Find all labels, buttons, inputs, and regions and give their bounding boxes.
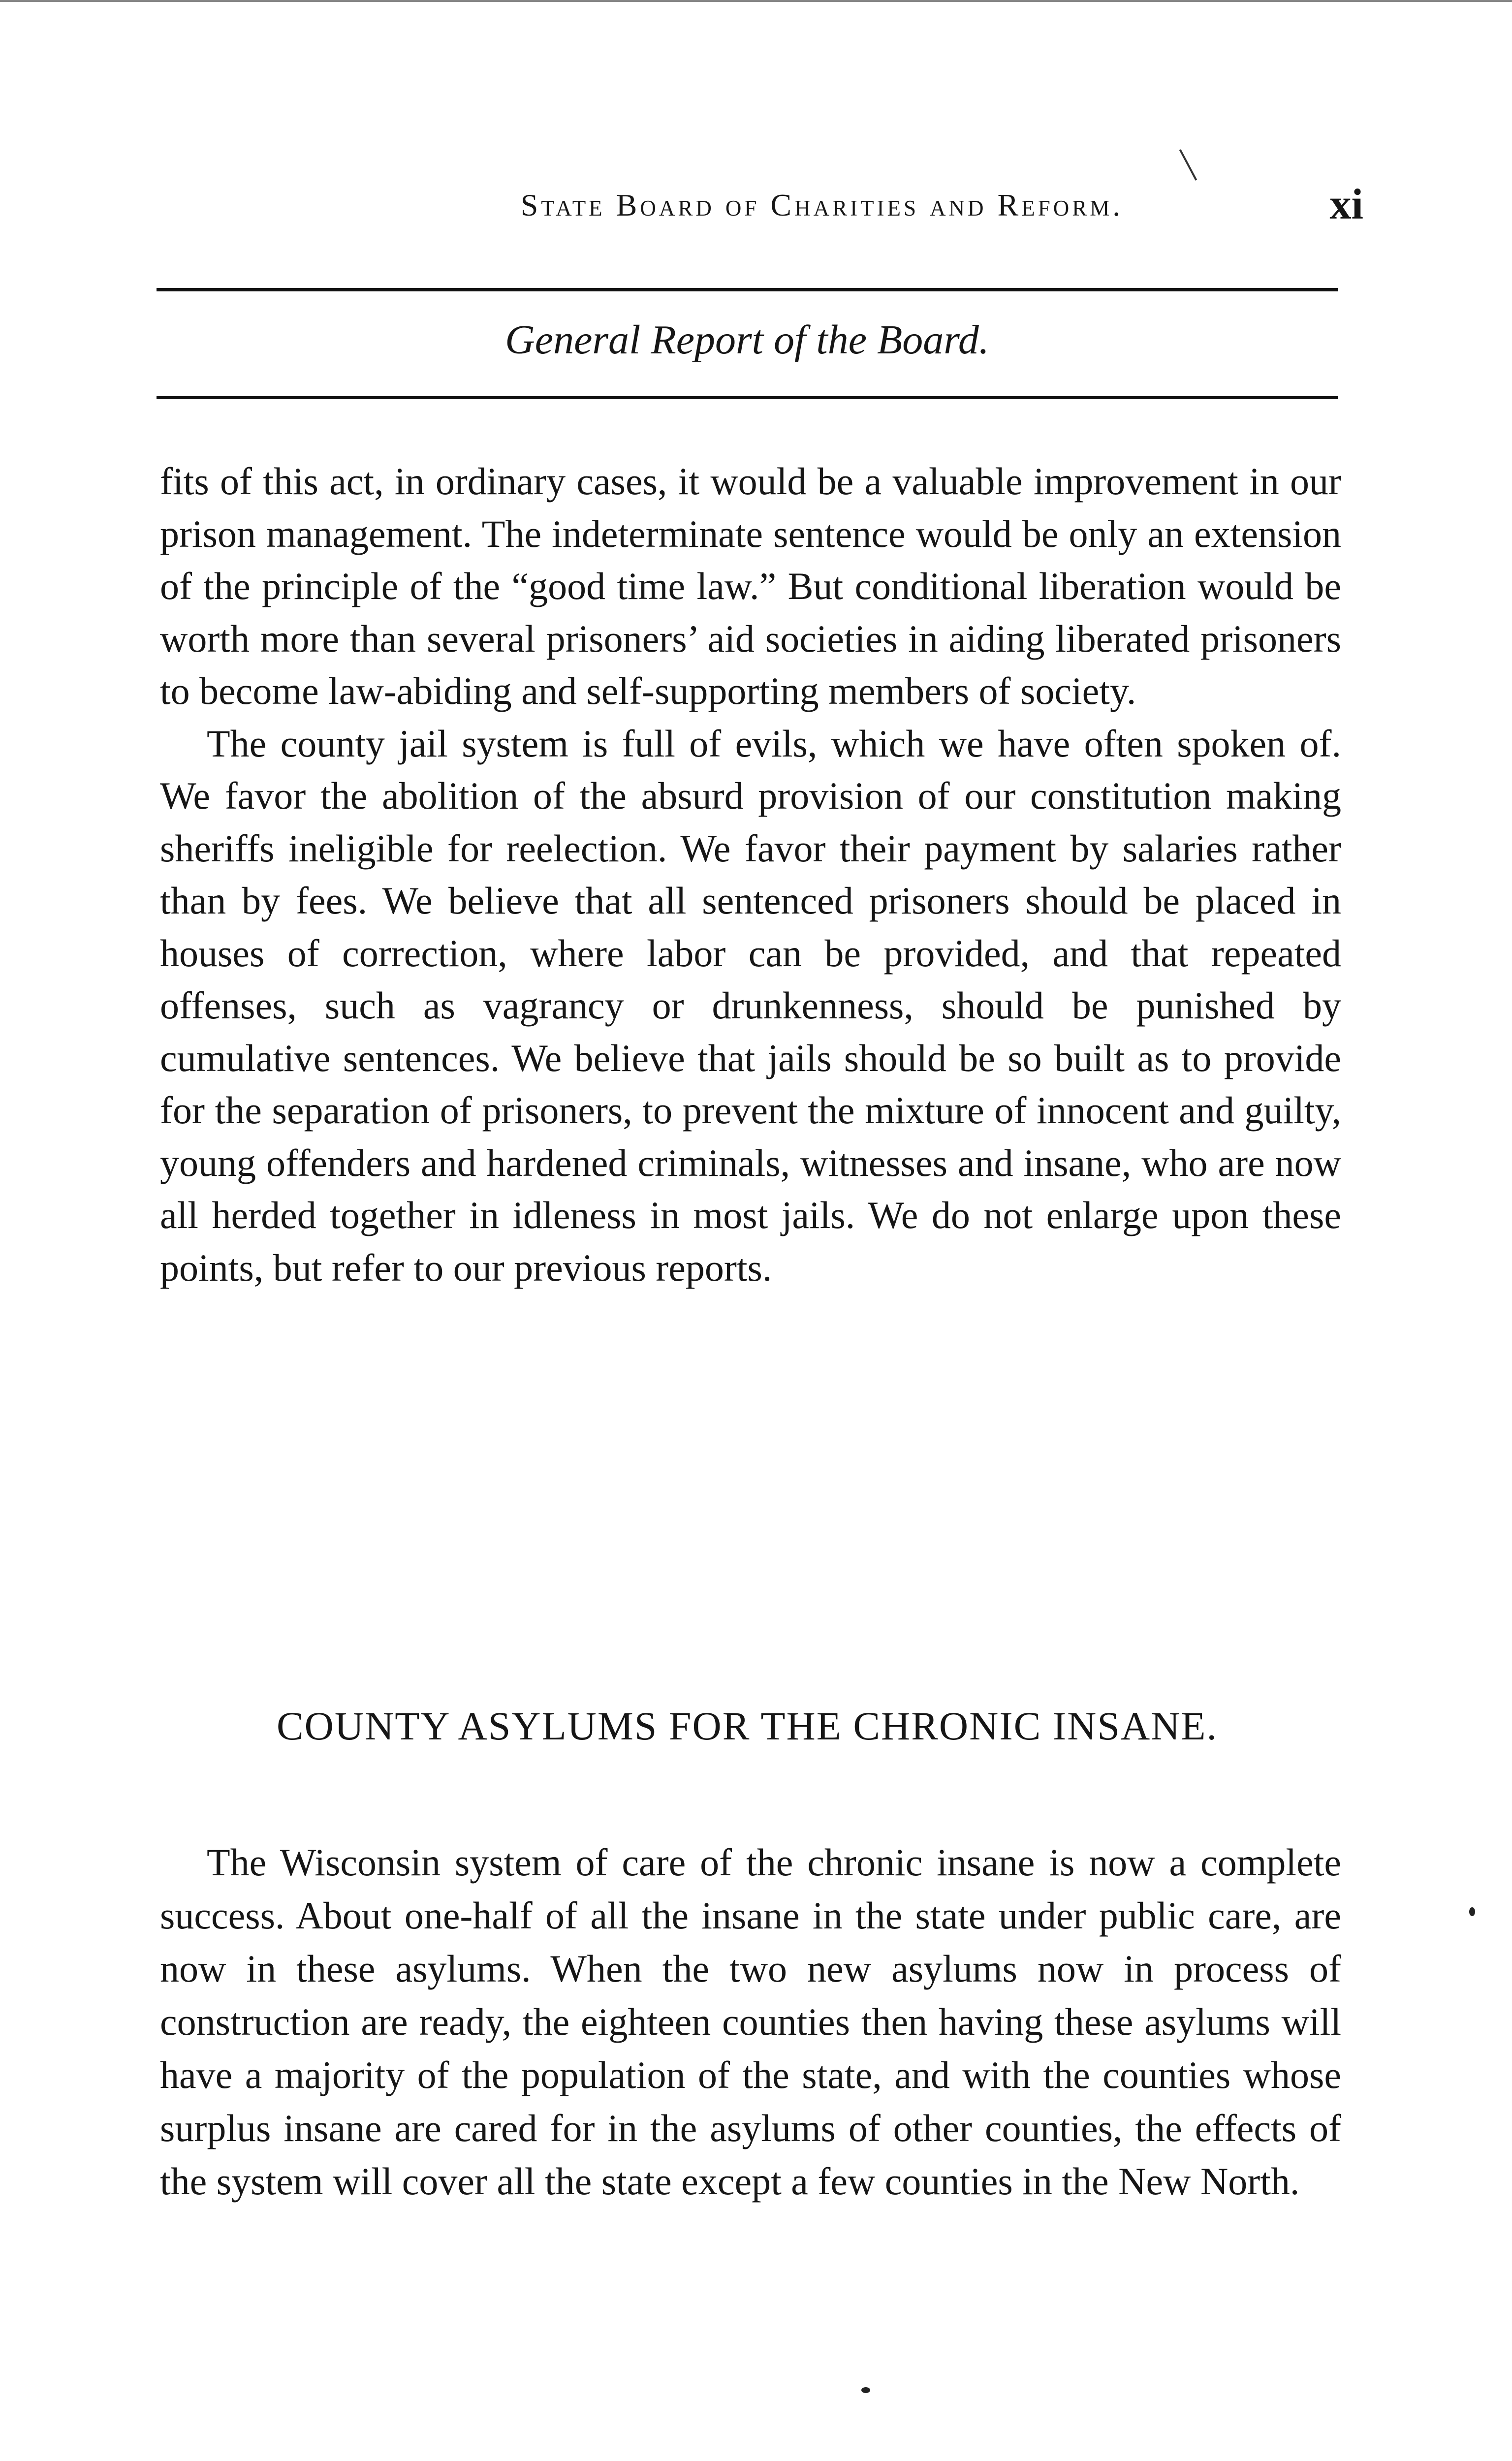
body-text-top: [160, 455, 1341, 1294]
running-header: [310, 187, 1334, 241]
paragraph-county-jail: The county jail system is full of evils, which we have often spoken of. We favor the abolition of the absurd provision of our constitution making sheriffs ineligible for reelection. We favor their payment by salaries rather than by fees. We believe that all sentenced prisoners should be placed in houses of correction, where labor can be provided, and that repeated offenses, such as vagrancy or drunkenness, should be punished by cumulative sentences. We believe that jails should be so built as to provide for the separation of prisoners, to prevent the mixture of innocent and guilty, young offenders and hardened criminals, witnesses and insane, who are now all herded together in idleness in most jails. We do not enlarge upon these points, but refer to our previous reports.: [160, 722, 1341, 1289]
section-subheader: General Report of the Board.: [505, 317, 989, 363]
print-speck: [861, 2387, 870, 2393]
header-rule-top: [157, 288, 1338, 291]
running-header-text: State Board of Charities and Reform.: [520, 188, 1124, 222]
paragraph-continued: fits of this act, in ordinary cases, it would be a valuable improvement in our prison management. The indeterminate sentence would be only an extension of the principle of the “good time law.” But conditional liberation would be worth more than several prisoners’ aid societies in aiding liberated prisoners to become law-abiding and self-supporting members of society.: [160, 460, 1341, 712]
page-number: xi: [1329, 181, 1363, 228]
body-text-bottom: [160, 1836, 1341, 2208]
pen-mark: [1179, 149, 1197, 181]
section-heading: COUNTY ASYLUMS FOR THE CHRONIC INSANE.: [276, 1704, 1218, 1748]
paragraph-wisconsin-system: The Wisconsin system of care of the chronic insane is now a complete success. About one-half of all the insane in the state under public care, are now in these asylums. When the two new asylums now in process of construction are ready, the eighteen counties then having these asylums will have a majority of the population of the state, and with the counties whose surplus insane are cared for in the asylums of other counties, the effects of the system will cover all the state except a few counties in the New North.: [160, 1841, 1341, 2203]
header-rule-bottom: [157, 396, 1338, 399]
page-top-edge: [0, 0, 1512, 7]
print-speck: [1469, 1907, 1475, 1916]
